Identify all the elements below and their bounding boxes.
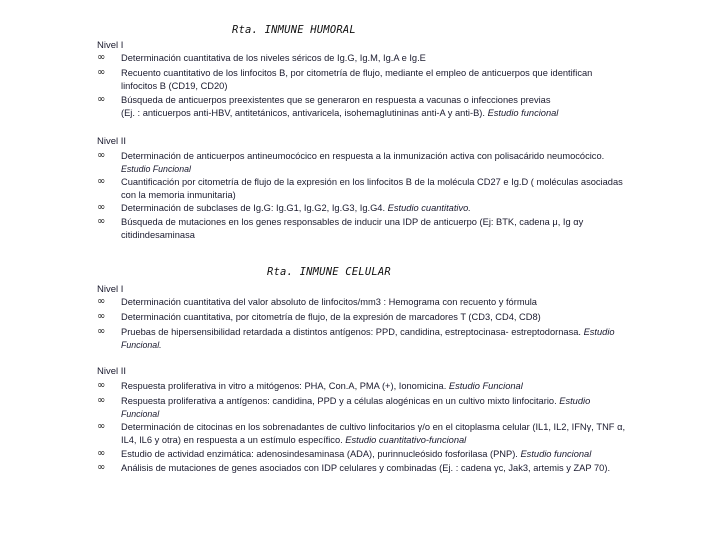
list-item: ∞ Análisis de mutaciones de genes asociados con IDP celulares y combinadas (Ej. : cadena γc, Jak3, artemis y ZAP 70). bbox=[97, 462, 611, 473]
list-item: ∞ Determinación cuantitativa de los niveles séricos de Ig.G, Ig.M, Ig.A e Ig.E bbox=[97, 52, 426, 63]
infinity-bullet-icon: ∞ bbox=[97, 311, 106, 322]
list-item: ∞ Determinación cuantitativa del valor absoluto de linfocitos/mm3 : Hemograma con recuento y fórmula bbox=[97, 296, 537, 307]
humoral-title: Rta. INMUNE HUMORAL bbox=[232, 24, 356, 36]
infinity-bullet-icon: ∞ bbox=[97, 216, 106, 227]
list-item: ∞ Búsqueda de anticuerpos preexistentes que se generaron en respuesta a vacunas o infecciones previas (Ej. : anticuerpos anti-HBV, antitetánicos, antivaricela, isohemaglutininas anti-A y anti-B). Estudio funcional bbox=[97, 94, 559, 118]
celular-nivel1-label: Nivel I bbox=[97, 284, 124, 295]
infinity-bullet-icon: ∞ bbox=[97, 52, 106, 63]
infinity-bullet-icon: ∞ bbox=[97, 67, 106, 78]
list-item: ∞ Respuesta proliferativa a antígenos: candidina, PPD y a células alogénicas en un cultivo mixto linfocitario. Estudio Funcional bbox=[97, 395, 591, 419]
infinity-bullet-icon: ∞ bbox=[97, 380, 106, 391]
list-item: ∞ Estudio de actividad enzimática: adenosindesaminasa (ADA), purinnucleósido fosforilasa (PNP). Estudio funcional bbox=[97, 448, 592, 459]
list-item: ∞ Determinación de citocinas en los sobrenadantes de cultivo linfocitarios γ/o en el citoplasma celular (IL1, IL2, IFNγ, TNF α, IL4, IL6 y otra) en respuesta a un estímulo específico. Estudio cuantitativo-funcional bbox=[97, 421, 626, 445]
list-item: ∞ Búsqueda de mutaciones en los genes responsables de inducir una IDP de anticuerpo (Ej: BTK, cadena μ, Ig αy citidindesaminasa bbox=[97, 216, 584, 240]
infinity-bullet-icon: ∞ bbox=[97, 176, 106, 187]
infinity-bullet-icon: ∞ bbox=[97, 421, 106, 432]
infinity-bullet-icon: ∞ bbox=[97, 448, 106, 459]
humoral-nivel2-label: Nivel II bbox=[97, 136, 127, 147]
infinity-bullet-icon: ∞ bbox=[97, 150, 106, 161]
celular-nivel2-label: Nivel II bbox=[97, 366, 127, 377]
celular-title: Rta. INMUNE CELULAR bbox=[267, 266, 391, 278]
list-item: ∞ Pruebas de hipersensibilidad retardada a distintos antígenos: PPD, candidina, estreptocinasa- estreptodornasa. Estudio Funcional. bbox=[97, 326, 615, 350]
infinity-bullet-icon: ∞ bbox=[97, 395, 106, 406]
humoral-nivel1-label: Nivel I bbox=[97, 40, 124, 51]
infinity-bullet-icon: ∞ bbox=[97, 94, 106, 105]
list-item: ∞ Cuantificación por citometría de flujo de la expresión en los linfocitos B de la molécula CD27 e Ig.D ( moléculas asociadas con la memoria inmunitaria) bbox=[97, 176, 623, 200]
list-item: ∞ Determinación cuantitativa, por citometría de flujo, de la expresión de marcadores T (CD3, CD4, CD8) bbox=[97, 311, 541, 322]
list-item: ∞ Respuesta proliferativa in vitro a mitógenos: PHA, Con.A, PMA (+), Ionomicina. Estudio Funcional bbox=[97, 380, 523, 391]
infinity-bullet-icon: ∞ bbox=[97, 296, 106, 307]
infinity-bullet-icon: ∞ bbox=[97, 202, 106, 213]
infinity-bullet-icon: ∞ bbox=[97, 326, 106, 337]
list-item: ∞ Recuento cuantitativo de los linfocitos B, por citometría de flujo, mediante el empleo de anticuerpos que identifican linfocitos B (CD19, CD20) bbox=[97, 67, 593, 91]
list-item: ∞ Determinación de anticuerpos antineumocócico en respuesta a la inmunización activa con polisacárido neumocócico. Estudio Funcional bbox=[97, 150, 605, 174]
list-item: ∞ Determinación de subclases de Ig.G: Ig.G1, Ig.G2, Ig.G3, Ig.G4. Estudio cuantitativo. bbox=[97, 202, 471, 213]
infinity-bullet-icon: ∞ bbox=[97, 462, 106, 473]
